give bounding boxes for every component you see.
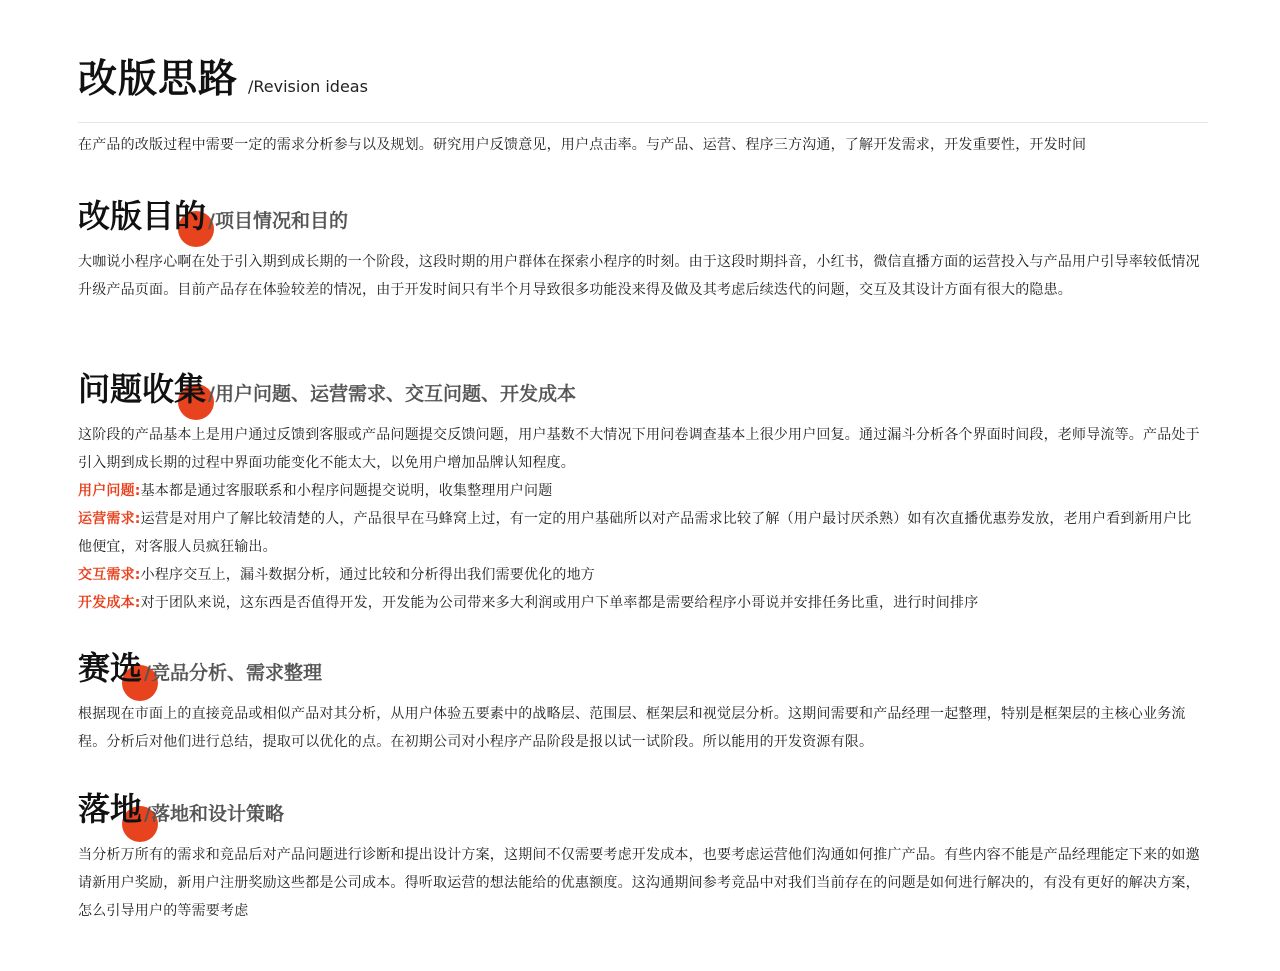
section-subtitle: /项目情况和目的 xyxy=(208,210,348,232)
intro-paragraph: 在产品的改版过程中需要一定的需求分析参与以及规划。研究用户反馈意见，用户点击率。与产品、运营、程序三方沟通，了解开发需求，开发重要性，开发时间 xyxy=(78,137,1087,153)
page-title: 改版思路 xyxy=(78,57,239,102)
section-heading xyxy=(78,648,1208,688)
section-heading xyxy=(78,196,1208,236)
section-title: 赛选 xyxy=(78,649,143,687)
page-subtitle: /Revision ideas xyxy=(248,77,368,96)
item-text: 对于团队来说，这东西是否值得开发，开发能为公司带来多大利润或用户下单率都是需要给程序小哥说并安排任务比重，进行时间排序 xyxy=(140,595,979,611)
item-label: 用户问题: xyxy=(78,483,141,499)
list-item xyxy=(78,505,1203,561)
section-title: 改版目的 xyxy=(78,197,207,235)
section-filter xyxy=(78,648,1208,756)
section-body: 当分析万所有的需求和竞品后对产品问题进行诊断和提出设计方案，这期间不仅需要考虑开发成本，也要考虑运营他们沟通如何推广产品。有些内容不能是产品经理能定下来的如邀请新用户奖励，新用户注册奖励这些都是公司成本。得听取运营的想法能给的优惠额度。这沟通期间参考竞品中对我们当前存在的问题是如何进行解决的，有没有更好的解决方案，怎么引导用户的等需要考虑 xyxy=(78,847,1200,919)
section-collection xyxy=(78,369,1208,617)
section-subtitle: /用户问题、运营需求、交互问题、开发成本 xyxy=(208,383,576,405)
item-label: 开发成本: xyxy=(78,595,141,611)
section-subtitle: /落地和设计策略 xyxy=(144,803,284,825)
section-heading xyxy=(78,369,1208,409)
section-body: 大咖说小程序心啊在处于引入期到成长期的一个阶段，这段时期的用户群体在探索小程序的时刻。由于这段时期抖音，小红书，微信直播方面的运营投入与产品用户引导率较低情况升级产品页面。目前产品存在体验较差的情况，由于开发时间只有半个月导致很多功能没来得及做及其考虑后续迭代的问题，交互及其设计方面有很大的隐患。 xyxy=(78,254,1200,298)
item-text: 运营是对用户了解比较清楚的人，产品很早在马蜂窝上过，有一定的用户基础所以对产品需求比较了解（用户最讨厌杀熟）如有次直播优惠券发放，老用户看到新用户比他便宜，对客服人员疯狂输出。 xyxy=(78,511,1192,555)
section-body: 根据现在市面上的直接竞品或相似产品对其分析，从用户体验五要素中的战略层、范围层、框架层和视觉层分析。这期间需要和产品经理一起整理，特别是框架层的主核心业务流程。分析后对他们进行总结，提取可以优化的点。在初期公司对小程序产品阶段是报以试一试阶段。所以能用的开发资源有限。 xyxy=(78,706,1186,750)
section-purpose xyxy=(78,196,1208,304)
section-heading xyxy=(78,789,1208,829)
list-item xyxy=(78,589,1203,617)
section-landing xyxy=(78,789,1208,925)
item-label: 交互需求: xyxy=(78,567,141,583)
section-title: 落地 xyxy=(78,790,143,828)
item-text: 小程序交互上，漏斗数据分析，通过比较和分析得出我们需要优化的地方 xyxy=(140,567,596,583)
page-header xyxy=(78,52,1208,123)
item-text: 基本都是通过客服联系和小程序问题提交说明，收集整理用户问题 xyxy=(140,483,553,499)
list-item xyxy=(78,561,1203,589)
list-item xyxy=(78,477,1203,505)
section-subtitle: /竞品分析、需求整理 xyxy=(144,662,322,684)
item-label: 运营需求: xyxy=(78,511,141,527)
section-body: 这阶段的产品基本上是用户通过反馈到客服或产品问题提交反馈问题，用户基数不大情况下用问卷调查基本上很少用户回复。通过漏斗分析各个界面时间段，老师导流等。产品处于引入期到成长期的过程中界面功能变化不能太大，以免用户增加品牌认知程度。 xyxy=(78,427,1200,471)
section-title: 问题收集 xyxy=(78,370,207,408)
